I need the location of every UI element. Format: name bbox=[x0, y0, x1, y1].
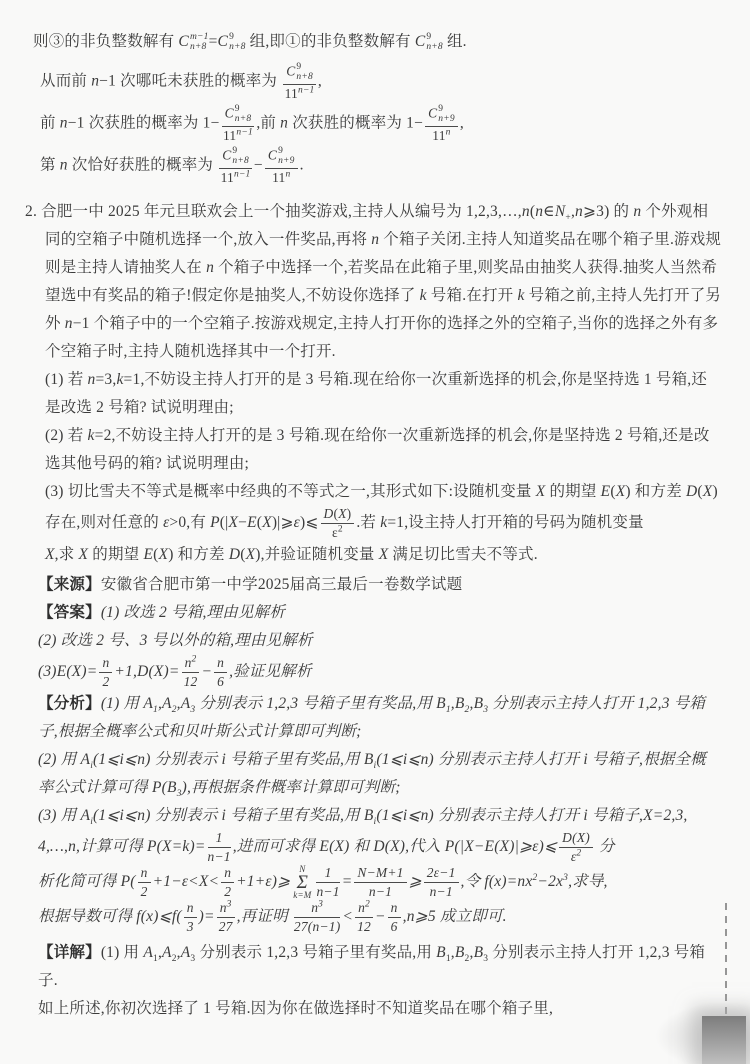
fraction: $\frac{2\varepsilon-1}{n-1}$ bbox=[424, 865, 459, 900]
text-line: (3)E(X)= $\frac{n}{2}$ +1,D(X)= $\frac{n^2}{12}$ − $\frac{n}{6}$ ,验证见解析 bbox=[38, 654, 312, 689]
math-variable: ε bbox=[265, 872, 272, 890]
text-line: 【来源】安徽省合肥市第一中学2025届高三最后一卷数学试题 bbox=[38, 575, 463, 593]
text-line: 则是主持人请抽奖人在 n 个箱子中选择一个,若奖品在此箱子里,则奖品由抽奖人获得.抽奖人当然希 bbox=[45, 258, 718, 276]
math-variable: n bbox=[59, 156, 68, 174]
scripted-symbol: $N_+$ bbox=[554, 202, 571, 223]
fraction: $\frac{n^3}{27}$ bbox=[218, 899, 233, 934]
scripted-symbol: $A_3$ bbox=[180, 694, 196, 715]
text-line: 从而前 n−1 次哪吒未获胜的概率为 C 9 n+8 $11^{n-1}$ , bbox=[40, 62, 322, 101]
text-line: (3) 切比雪夫不等式是概率中经典的不等式之一,其形式如下:设随机变量 X 的期望 E(X) 和方差 D(X) bbox=[45, 482, 718, 500]
math-variable: n bbox=[429, 883, 437, 899]
math-variable: ε bbox=[532, 837, 539, 855]
scripted-symbol: $B_3$ bbox=[473, 943, 489, 964]
text-line: (2) 用 $A_i(1⩽i⩽n)$ 分别表示 i 号箱子里有奖品,用 $B_i(1⩽i⩽n)$ 分别表示主持人打开 i 号箱子,根据全概 bbox=[38, 746, 750, 774]
fraction: $\frac{N-M+1}{n-1}$ bbox=[354, 865, 406, 900]
scripted-symbol: $B_i$ bbox=[363, 750, 377, 771]
math-variable: f bbox=[484, 872, 489, 890]
scripted-symbol: $n^2$ bbox=[358, 899, 370, 915]
math-variable: n bbox=[87, 370, 96, 388]
math-variable: X bbox=[576, 829, 586, 845]
math-variable: X bbox=[334, 837, 345, 855]
math-variable: k bbox=[182, 837, 190, 855]
math-variable: n bbox=[575, 202, 583, 220]
scripted-symbol: $A_1$ bbox=[143, 943, 158, 964]
math-variable: k bbox=[116, 370, 124, 388]
scripted-symbol: 11$^n$ bbox=[272, 169, 291, 185]
math-variable: f bbox=[136, 907, 141, 925]
text-line: 如上所述,你初次选择了 1 号箱.因为你在做选择时不知道奖品在哪个箱子里, bbox=[38, 999, 554, 1017]
math-variable: X bbox=[535, 482, 546, 500]
math-variable: n bbox=[420, 750, 429, 768]
scripted-symbol: $B_3$ bbox=[167, 778, 182, 799]
math-variable: X bbox=[615, 482, 626, 500]
math-variable: X bbox=[198, 872, 209, 890]
math-variable: n bbox=[207, 848, 215, 864]
scripted-symbol: $A_i$ bbox=[80, 806, 94, 827]
math-variable: n bbox=[140, 864, 148, 880]
text-line: (1) 若 n=3,k=1,不妨设主持人打开的是 3 号箱.现在给你一次重新选择的机会,你是坚持选 1 号箱,还 bbox=[45, 370, 708, 388]
scripted-symbol: 11$^n$ bbox=[432, 127, 451, 143]
math-variable: n bbox=[217, 654, 225, 670]
math-variable: X bbox=[464, 837, 474, 855]
fraction: $\frac{n}{6}$ bbox=[214, 655, 227, 690]
scripted-symbol: $11^{n-1}$ bbox=[222, 127, 253, 143]
summation-symbol: N Σ k=M bbox=[293, 863, 312, 900]
math-variable: X bbox=[390, 837, 400, 855]
math-variable: n bbox=[64, 314, 73, 332]
math-variable: X bbox=[702, 482, 713, 500]
math-variable: ε bbox=[293, 513, 300, 531]
math-variable: X bbox=[78, 545, 89, 563]
math-variable: D bbox=[373, 837, 385, 855]
scripted-symbol: C 9 n+8 bbox=[414, 32, 443, 53]
text-line: 外 n−1 个箱子中的一个空箱子.按游戏规定,主持人打开你的选择之外的空箱子,当你的选择之外有多 bbox=[45, 314, 719, 332]
math-variable: X bbox=[158, 545, 169, 563]
scripted-symbol: $B_2$ bbox=[454, 694, 470, 715]
math-variable: X bbox=[245, 545, 256, 563]
text-line: (3) 用 $A_i(1⩽i⩽n)$ 分别表示 i 号箱子里有奖品,用 $B_i(1⩽i⩽n)$ 分别表示主持人打开 i 号箱子,X=2,3, bbox=[38, 802, 750, 830]
scripted-symbol: $n^2$ bbox=[184, 654, 197, 670]
scripted-symbol: $B_3$ bbox=[473, 694, 489, 715]
math-variable: ε bbox=[181, 872, 189, 890]
text-line: 选其他号码的箱? 试说明理由; bbox=[45, 454, 250, 472]
fraction: $\frac{n^2}{12}$ bbox=[183, 654, 198, 689]
scripted-symbol: C m−1 n+8 bbox=[178, 32, 209, 53]
scripted-symbol: C 9 n+8 bbox=[224, 103, 252, 125]
math-variable: E bbox=[56, 662, 67, 680]
text-line: 则③的非负整数解有 C m−1 n+8 =C 9 n+8 组,即①的非负整数解有 C 9 n+8 组. bbox=[33, 28, 750, 56]
math-variable: n bbox=[206, 258, 215, 276]
section-label: 【来源】 bbox=[38, 575, 101, 593]
math-variable: P bbox=[147, 837, 157, 855]
scripted-symbol: C 9 n+8 bbox=[222, 145, 249, 167]
math-variable: n bbox=[535, 202, 544, 220]
scripted-symbol: C 9 n+9 bbox=[267, 145, 295, 167]
math-variable: n bbox=[224, 864, 232, 880]
math-variable: D bbox=[562, 829, 573, 845]
math-variable: P bbox=[120, 872, 131, 890]
scripted-symbol: $\varepsilon^2$ bbox=[332, 524, 343, 540]
fraction: $\frac{1}{n-1}$ bbox=[316, 864, 340, 899]
math-variable: D bbox=[686, 482, 698, 500]
text-line: 子. bbox=[38, 971, 58, 989]
math-variable: ε bbox=[163, 513, 170, 531]
math-variable: n bbox=[390, 899, 398, 915]
fraction: $\frac{n}{3}$ bbox=[184, 900, 197, 935]
math-variable: E bbox=[600, 482, 611, 500]
scripted-symbol: C 9 n+8 bbox=[217, 32, 246, 53]
text-line: 2. 合肥一中 2025 年元旦联欢会上一个抽奖游戏,主持人从编号为 $1,2,3,\dots,n(n\in N_+,n⩾3)$ 的 n 个外观相 bbox=[25, 198, 750, 226]
math-variable: n bbox=[368, 883, 376, 899]
math-variable: E bbox=[484, 837, 495, 855]
text-line: 率公式计算可得 $P(B_3)$,再根据条件概率计算即可判断; bbox=[38, 774, 750, 802]
math-variable: x bbox=[146, 907, 154, 925]
math-variable: ε bbox=[433, 864, 440, 880]
fraction: $\frac{n^2}{12}$ bbox=[357, 899, 371, 934]
scripted-symbol: $A_2$ bbox=[162, 694, 177, 715]
scripted-symbol: $\varepsilon^2$ bbox=[570, 848, 582, 864]
fraction: $\frac{n^3}{27(n-1)}$ bbox=[293, 899, 341, 934]
scripted-symbol: $B_i$ bbox=[363, 806, 377, 827]
fraction bbox=[425, 104, 458, 144]
text-line: 个空箱子时,主持人随机选择其中一个打开. bbox=[45, 342, 336, 360]
math-variable: k bbox=[87, 426, 95, 444]
math-variable: D bbox=[228, 545, 241, 563]
text-line: 同的空箱子中随机选择一个,放入一件奖品,再将 n 个箱子关闭.主持人知道奖品在哪个箱子里.游戏规 bbox=[45, 230, 722, 248]
math-variable: E bbox=[247, 513, 257, 531]
scripted-symbol: $A_3$ bbox=[180, 943, 196, 964]
math-variable: M bbox=[375, 864, 388, 880]
fraction: $\frac{D(X)}{\varepsilon^2}$ bbox=[559, 830, 593, 865]
scripted-symbol: $x^3$ bbox=[556, 872, 569, 890]
scripted-symbol: $B_1$ bbox=[436, 943, 451, 964]
text-line: (2) 若 k=2,不妨设主持人打开的是 3 号箱.现在给你一次重新选择的机会,你是坚持选 2 号箱,还是改 bbox=[45, 426, 710, 444]
text-line: 是改选 2 号箱? 试说明理由; bbox=[45, 398, 234, 416]
math-variable: D bbox=[323, 505, 334, 521]
math-variable: E bbox=[143, 545, 154, 563]
math-variable: X bbox=[228, 513, 239, 531]
text-line: 第 n 次恰好获胜的概率为 C 9 n+8 $11^{n-1}$ − C 9 n+9 11$^n$ . bbox=[40, 145, 304, 185]
fraction: $\frac{n}{6}$ bbox=[388, 900, 401, 935]
text-line: 【分析】(1) 用 $A_1,A_2,A_3$ 分别表示 1,2,3 号箱子里有奖品,用 $B_1,B_2,B_3$ 分别表示主持人打开 1,2,3 号箱 bbox=[38, 690, 750, 718]
scripted-symbol: $11^{n-1}$ bbox=[220, 169, 251, 185]
fraction bbox=[222, 104, 255, 144]
math-variable: k bbox=[380, 513, 388, 531]
scripted-symbol: $B_2$ bbox=[454, 943, 470, 964]
section-label: 【分析】 bbox=[38, 694, 101, 712]
text-line: 析化简可得 P( $\frac{n}{2}$ +1−ε<X< $\frac{n}{2}$ +1+ε)⩾ N Σ k=M $\frac{1}{n-1}$ = $\frac{N-M+1}{n-1}$ ⩾ $\frac{2\varepsilon-1}{n-1}$ ,令 $f(x)=nx^2-2x^3$,求导, bbox=[38, 863, 608, 900]
math-variable: k bbox=[517, 286, 525, 304]
fraction: $\frac{D(X)}{\varepsilon^2}$ bbox=[321, 506, 355, 541]
math-variable: n bbox=[91, 72, 100, 90]
math-variable: n bbox=[316, 883, 324, 899]
math-variable: n bbox=[280, 114, 289, 132]
section-label: 【详解】 bbox=[38, 943, 101, 961]
math-variable: X bbox=[162, 837, 172, 855]
math-variable: X bbox=[338, 505, 347, 521]
text-line: 子,根据全概率公式和贝叶斯公式计算即可判断; bbox=[38, 722, 362, 740]
math-variable: X bbox=[499, 837, 510, 855]
math-variable: n bbox=[521, 202, 530, 220]
math-variable: n bbox=[371, 230, 380, 248]
fraction bbox=[283, 62, 316, 102]
math-variable: n bbox=[102, 654, 110, 670]
math-variable: E bbox=[319, 837, 330, 855]
math-variable: n bbox=[137, 806, 146, 824]
math-variable: n bbox=[633, 202, 642, 220]
math-variable: n bbox=[137, 750, 146, 768]
document-content bbox=[0, 28, 750, 1023]
math-variable: k bbox=[419, 286, 427, 304]
text-line: X,求 X 的期望 E(X) 和方差 D(X),并验证随机变量 X 满足切比雪夫不等式. bbox=[45, 545, 538, 563]
scripted-symbol: C 9 n+8 bbox=[286, 62, 313, 83]
text-line: 前 n−1 次获胜的概率为 1− C 9 n+8 $11^{n-1}$ ,前 n 次获胜的概率为 1− C 9 n+9 11$^n$ , bbox=[40, 103, 464, 143]
fraction bbox=[265, 146, 298, 186]
math-variable: X bbox=[378, 545, 389, 563]
math-variable: n bbox=[59, 114, 68, 132]
math-variable: n bbox=[186, 899, 194, 915]
math-variable: X bbox=[71, 662, 82, 680]
scripted-symbol: $A_2$ bbox=[162, 943, 177, 964]
fraction bbox=[219, 146, 252, 186]
scripted-symbol: $11^{n-1}$ bbox=[284, 85, 315, 101]
math-variable: n bbox=[406, 907, 415, 925]
text-line: 根据导数可得 f(x)⩽f( $\frac{n}{3}$ )= $\frac{n^3}{27}$ ,再证明 $\frac{n^3}{27(n-1)}$ < $\frac{n^2}{12}$ − $\frac{n}{6}$ ,n⩾5 成立即可. bbox=[38, 899, 507, 934]
section-label: 【答案】 bbox=[38, 603, 101, 621]
text-line: 存在,则对任意的 ε>0,有 P(|X−E(X)|⩾ε)⩽ $\frac{D(X)}{\varepsilon^2}$ .若 k=1,设主持人打开箱的号码为随机变量 bbox=[45, 505, 644, 540]
math-variable: f bbox=[171, 907, 177, 925]
scripted-symbol: $B_1$ bbox=[436, 694, 451, 715]
fraction: $\frac{n}{2}$ bbox=[138, 865, 151, 900]
math-variable: x bbox=[494, 872, 502, 890]
scripted-symbol: $n^3$ bbox=[219, 899, 232, 915]
scripted-symbol: C 9 n+9 bbox=[428, 103, 455, 125]
scripted-symbol: $A_1$ bbox=[143, 694, 158, 715]
math-variable: n bbox=[68, 837, 77, 855]
math-variable: X bbox=[153, 662, 164, 680]
math-variable: P bbox=[444, 837, 455, 855]
scripted-symbol: $A_i$ bbox=[80, 750, 94, 771]
scan-corner-shadow bbox=[702, 1016, 746, 1064]
math-variable: X bbox=[45, 545, 55, 563]
page-edge-dashed-line bbox=[725, 903, 727, 1016]
math-variable: N bbox=[357, 864, 367, 880]
math-variable: X bbox=[262, 513, 272, 531]
fraction: $\frac{n}{2}$ bbox=[99, 655, 112, 690]
fraction: $\frac{1}{n-1}$ bbox=[207, 829, 231, 864]
text-line: 【答案】(1) 改选 2 号箱,理由见解析 bbox=[38, 603, 286, 621]
math-variable: D bbox=[137, 662, 149, 680]
math-variable: P bbox=[151, 778, 162, 796]
math-variable: n bbox=[312, 918, 320, 934]
math-variable: X bbox=[643, 806, 653, 824]
fraction: $\frac{n}{2}$ bbox=[221, 865, 234, 900]
math-variable: P bbox=[210, 513, 220, 531]
text-line: 【详解】(1) 用 $A_1,A_2,A_3$ 分别表示 1,2,3 号箱子里有奖品,用 $B_1,B_2,B_3$ 分别表示主持人打开 1,2,3 号箱 bbox=[38, 939, 750, 967]
text-line: 望选中有奖品的箱子!假定你是抽奖人,不妨设你选择了 k 号箱.在打开 k 号箱之前,主持人先打开了另 bbox=[45, 286, 722, 304]
text-line: (2) 改选 2 号、3 号以外的箱,理由见解析 bbox=[38, 631, 313, 649]
scripted-symbol: $nx^2$ bbox=[517, 872, 538, 890]
math-variable: n bbox=[420, 806, 429, 824]
scripted-symbol: $n^3$ bbox=[311, 899, 324, 915]
text-line: 4,…,n,计算可得 P(X=k)= $\frac{1}{n-1}$ ,进而可求得 E(X) 和 D(X),代入 P(|X−E(X)|⩾ε)⩽ $\frac{D(X)}{\varepsilon^2}$ 分 bbox=[38, 829, 615, 864]
